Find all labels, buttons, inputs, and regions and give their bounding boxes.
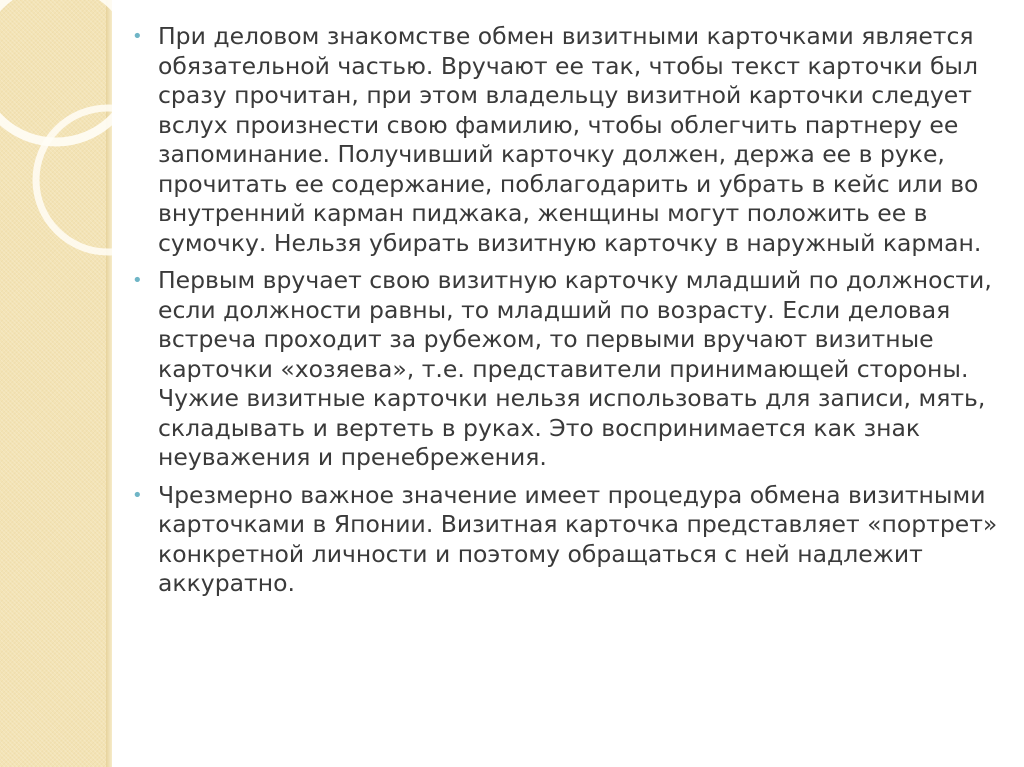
- content-area: [130, 22, 1000, 607]
- bullet-icon: •: [132, 270, 143, 291]
- bullet-item: [130, 22, 1000, 258]
- bullet-item: [130, 266, 1000, 473]
- bullet-list: [130, 22, 1000, 599]
- bullet-text: При деловом знакомстве обмен визитными карточками является обязательной частью. Вручают ее так, чтобы текст карточки был сразу прочитан, при этом владельцу визитной карточки следует вслух произнести свою фамилию, чтобы облегчить партнеру ее запоминание. Получивший карточку должен, держа ее в руке, прочитать ее содержание, поблагодарить и убрать в кейс или во внутренний карман пиджака, женщины могут положить ее в сумочку. Нельзя убирать визитную карточку в наружный карман.: [158, 22, 982, 257]
- bullet-icon: •: [132, 484, 143, 506]
- decorative-ring-large: [0, 0, 112, 142]
- bullet-item: [130, 481, 1000, 599]
- bullet-text: Чрезмерно важное значение имеет процедура обмена визитными карточками в Японии. Визитная карточка представляет «портрет» конкретной личности и поэтому обращаться с ней надлежит аккуратно.: [158, 480, 998, 597]
- bullet-icon: •: [132, 26, 143, 47]
- bullet-text: Первым вручает свою визитную карточку младший по должности, если должности равны, то младший по возрасту. Если деловая встреча проходит за рубежом, то первыми вручают визитные карточки «хозяева», т.е. представители принимающей стороны. Чужие визитные карточки нельзя использовать для записи, мять, складывать и вертеть в руках. Это воспринимается как знак неуважения и пренебрежения.: [158, 266, 992, 471]
- decorative-rings: [0, 0, 112, 767]
